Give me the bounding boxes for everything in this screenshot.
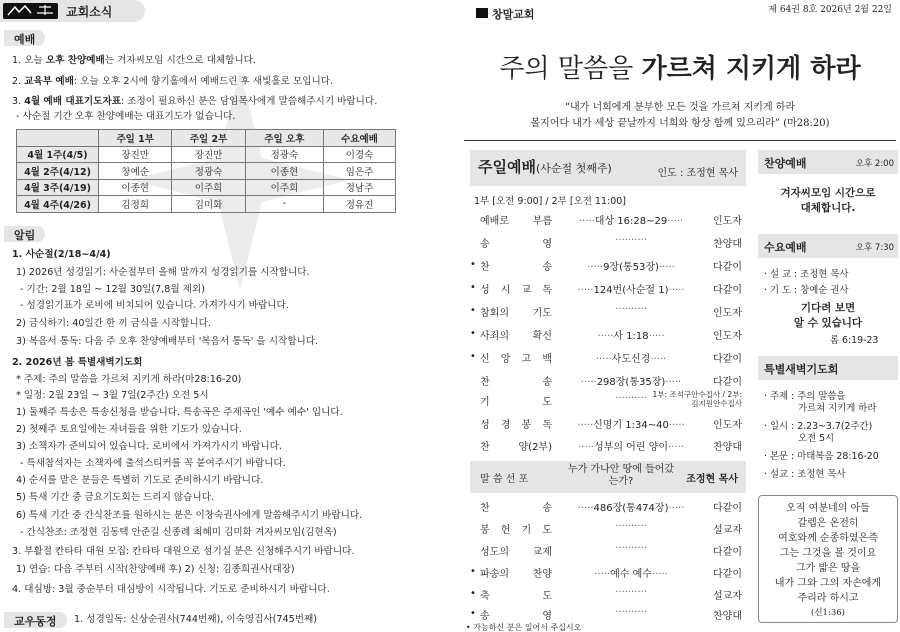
issue-info: 제 64권 8호 2026년 2월 22일 [768,5,892,15]
wednesday-sermon-1: 기다려 보면 [800,302,856,314]
poem-ref: (신1:36) [811,608,845,618]
order-content: ·········· [615,543,647,554]
order-item [470,232,746,252]
notice-line: - 특새참석자는 소책자에 출석스티커를 꼭 붙여주시기 바랍니다. [20,458,286,469]
table-row [17,146,396,163]
order-leader: 찬양대 [713,611,742,622]
order-leader: 인도자 [713,216,742,227]
poem-line: 오직 여분네의 아들 [786,503,870,514]
table-row [17,163,396,180]
order-content: ·····신명기 1:34~40····· [577,420,685,431]
table-cell: 임은주 [324,163,396,180]
news-header [0,0,145,22]
table-cell: 이주희 [245,179,323,196]
order-content: ·····124번(사순절 1)····· [577,285,685,296]
title-part-a: 주의 말씀을 [499,54,634,84]
dawn-title: 특별새벽기도회 [764,363,839,376]
notice-line: 6) 특새 기간 중 간식찬조를 원하시는 분은 이창숙권사에게 말씀해주시기 바랍니다. [16,510,363,521]
table-cell: 장진만 [99,146,172,163]
notice-line: 1) 둘째주 특송은 특송신청을 받습니다. 특송곡은 주제곡인 '예수 예수' 입니다. [16,407,343,418]
members-section-header: 교우동정 [4,612,67,628]
worship-note: - 사순절 기간 오후 찬양예배는 대표기도가 없습니다. [16,111,236,122]
notice-line: 2) 금식하기: 40일간 한 끼 금식을 시작합니다. [16,318,211,329]
order-name: 기 도 [480,397,552,408]
divider [464,140,896,141]
notice-line: 1. 사순절(2/18~4/4) [12,249,111,260]
order-name: 성도의 교제 [480,547,552,558]
dawn-line: · 본문 : 마태복음 28:16-20 [764,451,879,462]
wednesday-time: 오후 7:30 [855,243,894,253]
poem-line: 그가 밟은 땅을 [795,563,861,574]
order-item [470,413,746,433]
table-header: 주일 2부 [172,130,245,147]
order-content: ·········· [615,393,647,404]
order-content: ·····298장(통35장)····· [580,377,682,388]
stand-marker: • [470,282,476,293]
notice-line: * 주제: 주의 말씀을 가르쳐 지키게 하라(마28:16-20) [16,374,242,385]
table-cell: 이경숙 [324,146,396,163]
dawn-line: · 설교 : 조정현 목사 [764,469,846,480]
verse-line-2: 볼지어다 내가 세상 끝날까지 너희와 항상 함께 있으리라” (마28:20) [530,118,830,129]
stand-marker: • [470,588,476,599]
table-cell: 창예순 [99,163,172,180]
order-item [470,390,746,410]
notice-line: 1) 연습: 다음 주부터 시작(찬양예배 후) 2) 신청: 김종희권사(대장) [16,564,295,575]
order-name: 찬 송 [480,377,552,388]
dawn-line: 가르쳐 지키게 하라 [798,403,877,414]
dawn-line: · 일시 : 2.23~3.7(2주간) [764,421,873,432]
notice-line: 2. 2026년 봄 특별새벽기도회 [12,357,143,368]
poem-line: 내가 그와 그의 자손에게 [774,578,882,589]
title-part-b: 가르쳐 지키게 하라 [641,54,861,84]
table-cell: 정광숙 [245,146,323,163]
verse-line-1: “내가 너희에게 분부한 모든 것을 가르쳐 지키게 하라 [564,102,796,113]
church-brand [476,6,536,20]
dawn-line: · 주제 : 주의 말씀을 [764,391,846,402]
bulletin-title [460,48,900,85]
order-leader: 다같이 [713,262,742,273]
order-item [470,347,746,367]
order-content: ·········· [615,607,647,618]
table-header [17,130,99,147]
order-name: 신 앙 고 백 [480,354,552,365]
church-mark-icon [476,8,488,18]
order-leader: 설교자 [713,525,742,536]
poem-line: 주리라 하시고 [797,593,859,604]
order-content: ·····사 1:18····· [597,331,665,342]
praise-header [758,150,898,174]
order-name: 참회의 기도 [480,308,552,319]
notice-line: 3. 부활절 칸타타 대원 모집: 칸타타 대원으로 섬기실 분은 신청해주시기 바랍니다. [12,546,355,557]
notice-line: 2) 첫째주 토요일에는 자녀들을 위한 기도가 있습니다. [16,424,242,435]
order-item [470,209,746,229]
order-leader: 다같이 [713,377,742,388]
worship-item-3: 3. 4월 예배 대표기도자표: 조정이 필요하신 분은 담임목사에게 말씀해주시기 바랍니다. [12,96,378,107]
stand-marker: • [470,259,476,270]
order-name: 송 영 [480,611,552,622]
service-leader: 인도 : 조정현 목사 [657,168,738,179]
order-content: ·····대상 16:28~29····· [578,216,684,227]
stand-marker: • [470,351,476,362]
table-header: 수요예배 [324,130,396,147]
notice-line: - 간식찬조: 조정현 김동택 안준길 신종례 최혜미 김미화 겨자씨모임(김현옥) [20,527,337,538]
table-cell: 정광숙 [172,163,245,180]
notice-line: 1) 2026년 성경읽기: 사순절부터 올해 말까지 성경읽기를 시작합니다. [16,267,310,278]
wednesday-preacher: · 설 교 : 조정현 목사 [764,269,849,280]
stand-marker: • [470,566,476,577]
table-header-row [17,130,396,147]
order-leader: 다같이 [713,503,742,514]
table-row [17,196,396,213]
poem-line: 그는 그것을 볼 것이요 [779,548,877,559]
notice-line: 3) 복음서 통독: 다음 주 오후 찬양예배부터 '복음서 통독' 을 시작합니다. [16,336,319,347]
order-leader: 다같이 [713,285,742,296]
dawn-header [758,356,898,380]
wednesday-prayer: · 기 도 : 창예순 권사 [764,285,849,296]
sermon-title: 누가 가나안 땅에 들어갔는가? [567,464,675,487]
notice-line: - 기간: 2월 18일 ~ 12월 30일(7,8월 제외) [20,284,205,295]
order-item [470,540,746,560]
order-content: ·····성부의 어린 양이····· [578,442,684,453]
praise-title: 찬양예배 [764,157,807,170]
praise-time: 오후 2:00 [855,159,894,169]
order-name: 봉 헌 기 도 [480,525,552,536]
dawn-line: 오전 5시 [798,433,835,444]
table-cell: - [245,196,323,213]
order-content: ·····사도신경····· [595,354,667,365]
table-row [17,179,396,196]
notice-line: - 성경읽기표가 로비에 비치되어 있습니다. 가져가시기 바랍니다. [20,300,289,311]
table-cell: 정남주 [324,179,396,196]
order-leader: 인도자 [713,420,742,431]
order-item [470,435,746,455]
service-header [470,150,746,186]
poem-line: 갈렙은 온전히 [797,518,859,529]
worship-item-2: 2. 교육부 예배: 오늘 오후 2시에 향기홀에서 예배드린 후 새빛홀로 모입니다. [12,76,334,87]
stand-marker: • [470,608,476,619]
order-item [470,584,746,604]
worship-section-header: 예배 [4,30,45,46]
wednesday-header [758,234,898,258]
table-cell: 이종현 [99,179,172,196]
order-leader: 찬양대 [713,442,742,453]
order-item [470,604,746,624]
order-name: 파송의 찬양 [480,569,552,580]
order-item [470,301,746,321]
praise-text-1: 겨자씨모임 시간으로 [780,187,876,199]
table-header: 주일 오후 [245,130,323,147]
order-content: ·········· [615,587,647,598]
right-page [460,0,900,632]
notices-section-header: 알림 [4,226,45,242]
order-leader: 1부: 조석구안수집사 / 2부: 김지원안수집사 [652,390,742,408]
members-text: 1. 성경일독: 신상순권사(744번째), 이숙영집사(745번째) [74,614,317,625]
prayer-schedule-table [16,129,396,213]
notice-line: * 일정: 2월 23일 ~ 3월 7일(2주간) 오전 5시 [16,390,209,401]
order-name: 사죄의 확신 [480,331,552,342]
order-item [470,324,746,344]
order-item [470,518,746,538]
footnote: • 가능하신 분은 일어서 주십시오 [466,623,582,632]
order-leader: 다같이 [713,569,742,580]
news-title: 교회소식 [66,5,113,19]
notice-line: 4. 대심방: 3월 중순부터 대심방이 시작됩니다. 기도로 준비하시기 바랍니다. [12,584,330,595]
worship-item-1: 1. 오늘 오후 찬양예배는 겨자씨모임 시간으로 대체합니다. [12,55,256,66]
order-content: ·····486장(통474장)····· [577,503,685,514]
order-name: 축 도 [480,591,552,602]
order-content: ·········· [615,235,647,246]
service-times: 1부 [오전 9:00] / 2부 [오전 11:00] [474,196,627,207]
table-cell: 정유진 [324,196,396,213]
order-item [470,562,746,582]
table-cell: 장진만 [172,146,245,163]
wednesday-sermon-2: 알 수 있습니다 [793,317,863,329]
order-name: 송 영 [480,239,552,250]
church-name: 창말교회 [492,8,535,21]
notice-line: 4) 순서를 맡은 분들은 특별히 기도로 준비하시기 바랍니다. [16,475,264,486]
order-item [470,370,746,390]
order-name: 성 경 봉 독 [480,420,552,431]
order-leader: 찬양대 [713,239,742,250]
table-cell: 4월 2주(4/12) [17,163,99,180]
order-name: 찬 송 [480,262,552,273]
stand-marker: • [470,328,476,339]
order-name: 찬 양(2부) [480,442,552,453]
order-item [470,255,746,275]
order-leader: 다같이 [713,547,742,558]
order-item [470,278,746,298]
poem-line: 여호와께 순종하였은즉 [778,533,878,544]
scripture-box [758,495,898,623]
table-cell: 4월 4주(4/26) [17,196,99,213]
order-name: 찬 송 [480,503,552,514]
table-header: 주일 1부 [99,130,172,147]
order-content: ·········· [615,521,647,532]
order-leader: 인도자 [713,331,742,342]
order-content: ·····9장(통53장)····· [587,262,675,273]
order-item [470,496,746,516]
praise-text-2: 대체합니다. [800,202,856,214]
order-leader: 인도자 [713,308,742,319]
service-title: 주일예배(사순절 첫째주) [478,158,612,176]
wednesday-ref: 롬 6:19-23 [830,335,879,346]
notice-line: 5) 특새 기간 중 금요기도회는 드리지 않습니다. [16,492,215,503]
church-logo-icon [3,3,58,19]
order-name: 예배로 부름 [480,216,552,227]
order-leader: 설교자 [713,591,742,602]
order-content: ·········· [615,304,647,315]
sermon-box [470,461,746,493]
table-cell: 4월 3주(4/19) [17,179,99,196]
notice-line: 3) 소책자가 준비되어 있습니다. 로비에서 가져가시기 바랍니다. [16,441,282,452]
table-cell: 4월 1주(4/5) [17,146,99,163]
table-cell: 김미화 [172,196,245,213]
table-cell: 이주희 [172,179,245,196]
wednesday-title: 수요예배 [764,241,807,254]
table-cell: 김정희 [99,196,172,213]
stand-marker: • [470,305,476,316]
order-content: ·····예수 예수····· [594,569,668,580]
order-leader: 다같이 [713,354,742,365]
order-name: 성 시 교 독 [480,285,552,296]
sermon-preacher: 조정현 목사 [686,474,738,485]
sermon-label: 말 씀 선 포 [480,474,529,485]
table-cell: 이종현 [245,163,323,180]
